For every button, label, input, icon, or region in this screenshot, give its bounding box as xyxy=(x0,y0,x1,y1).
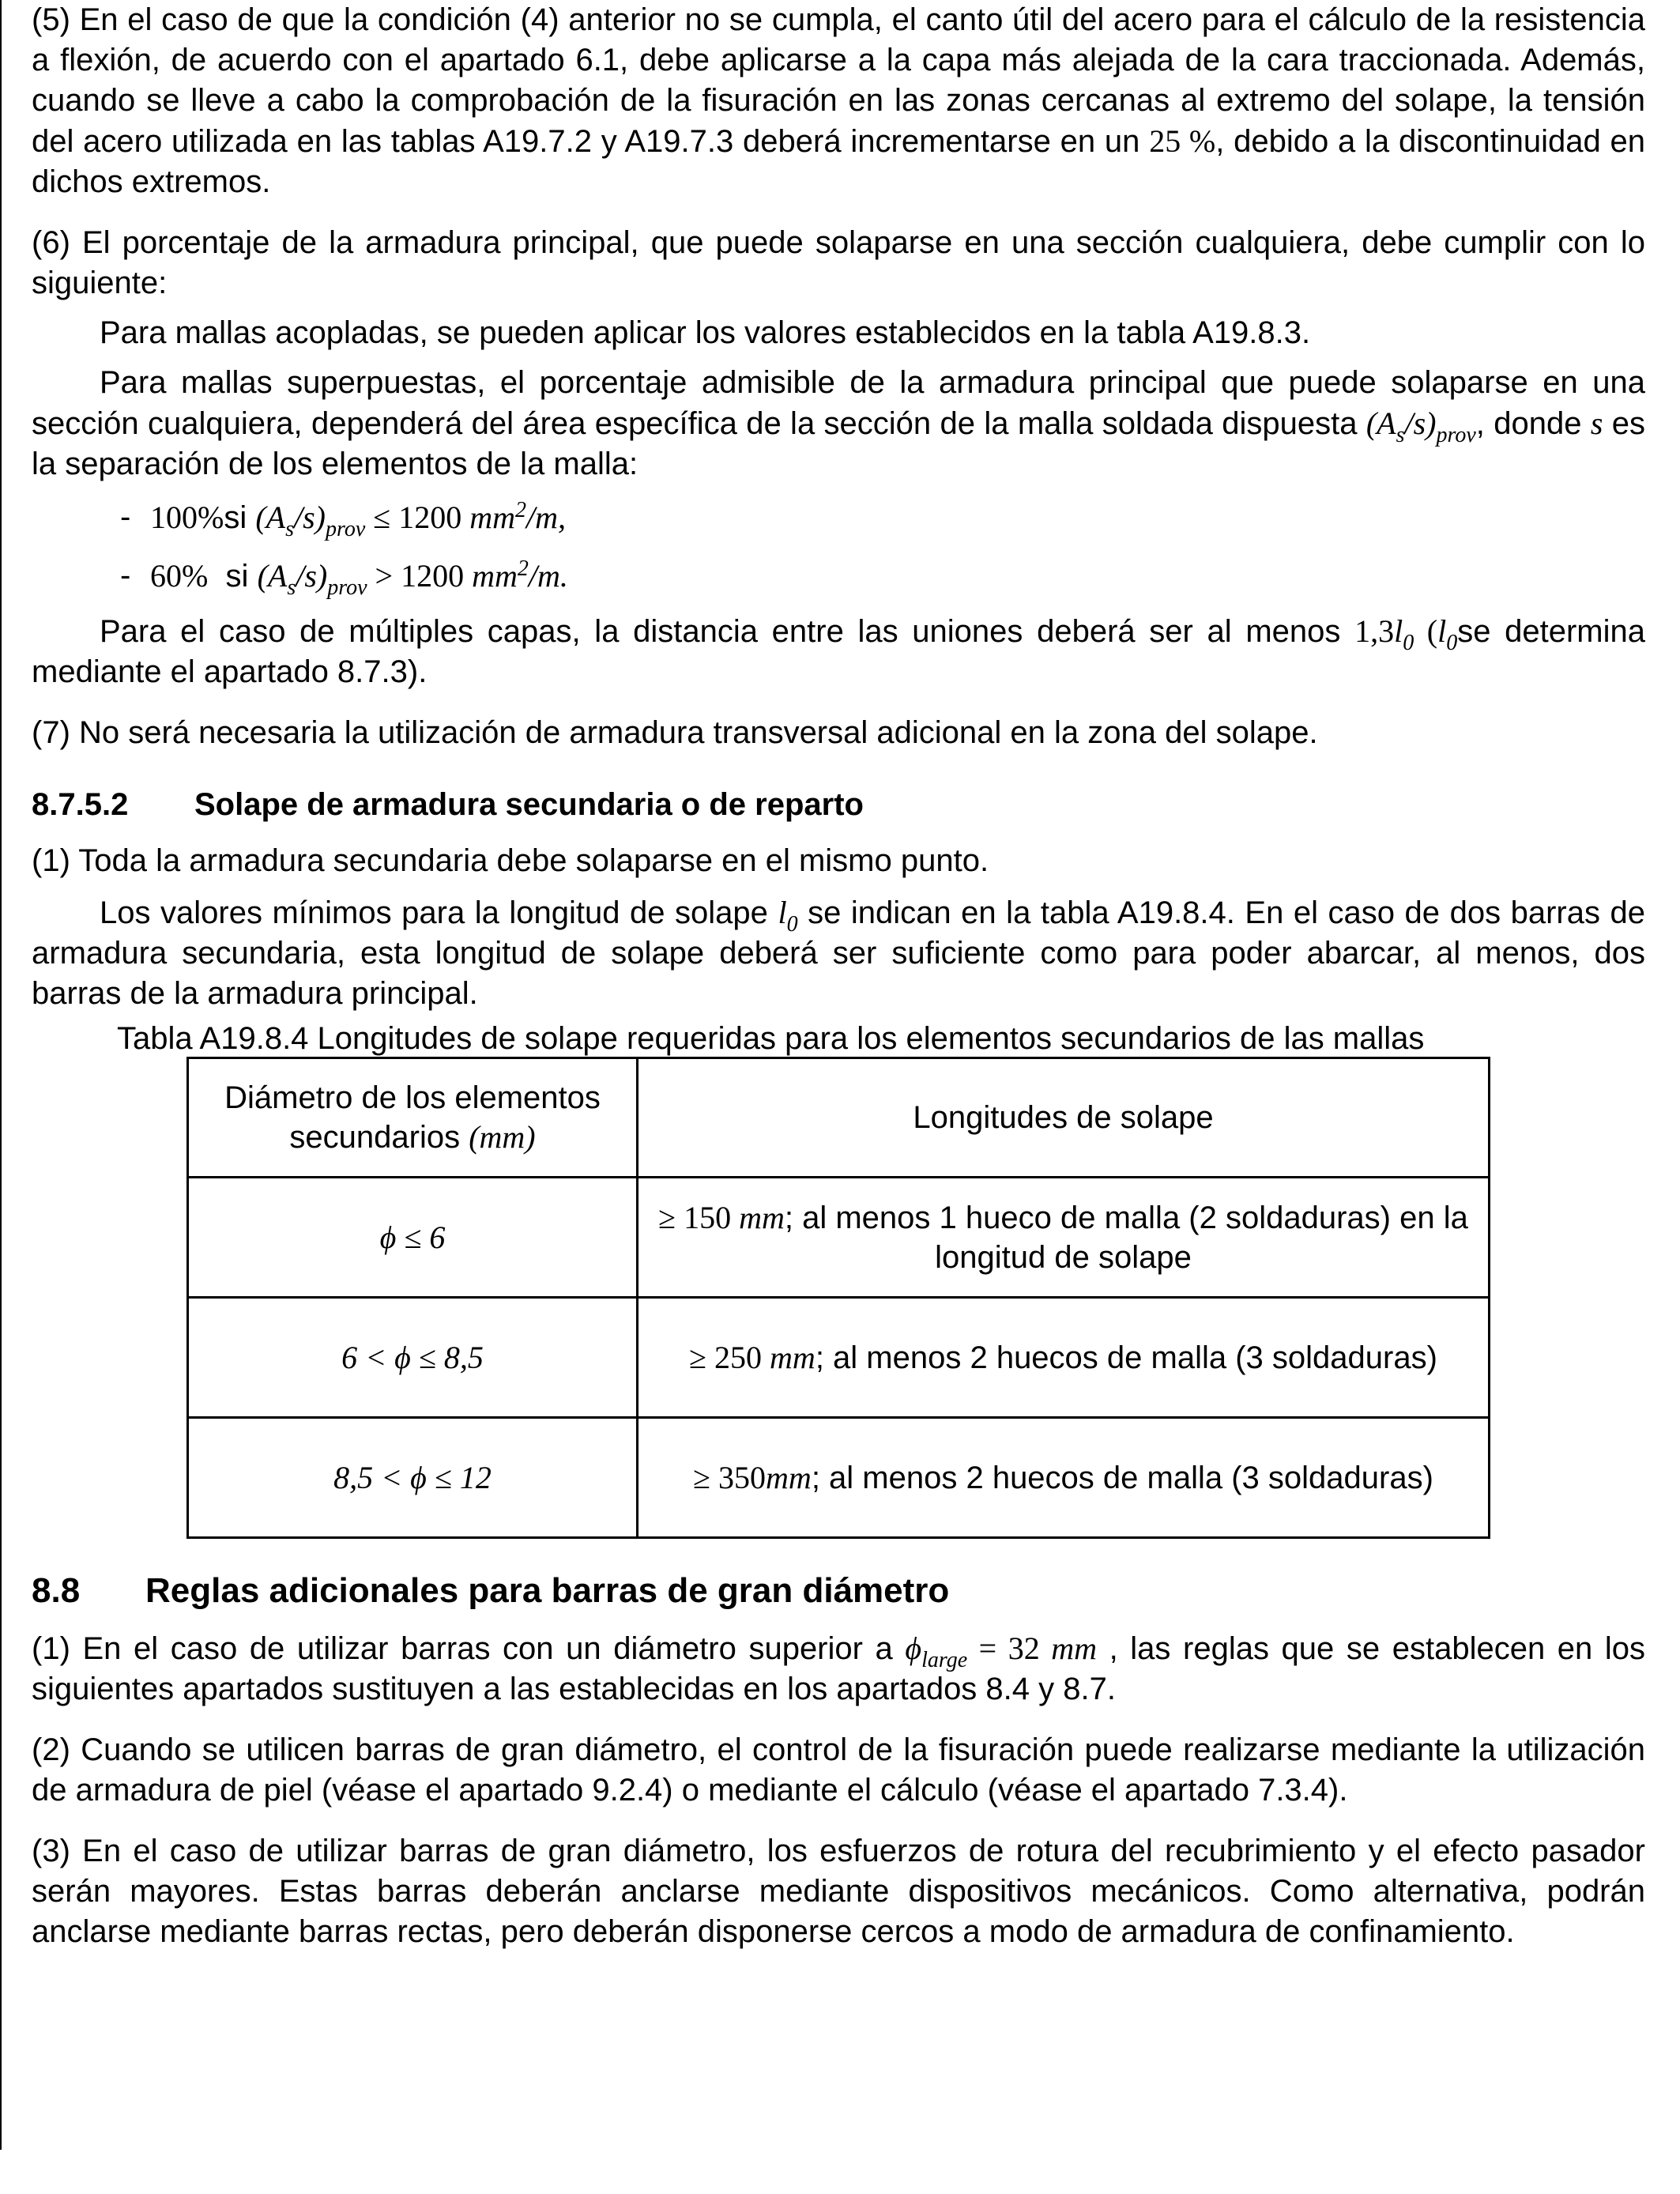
length-text: ; al menos 2 huecos de malla (3 soldaduras) xyxy=(811,1460,1433,1495)
length-value: ≥ 150 xyxy=(658,1199,740,1235)
bullet-formula: $(A_s/s)_{prov}$ xyxy=(257,558,367,600)
bullet-end: /m. xyxy=(528,558,568,594)
table-header-length: Longitudes de solape xyxy=(638,1058,1490,1178)
header-col1-text: Diámetro de los elementos secundarios xyxy=(224,1080,601,1155)
table-cell-diameter: 8,5 < ϕ ≤ 12 xyxy=(188,1418,638,1538)
paragraph-7: (7) No será necesaria la utilización de armadura transversal adicional en la zona del solape. xyxy=(32,715,1318,750)
bullet-60: - 60% si $(A_s/s)_{prov} > 1200$ $mm^2/m$. xyxy=(32,556,1645,597)
paragraph-8752-2: Los valores mínimos para la longitud de solape $l_0$ se indican en la tabla A19.8.4. En el caso de dos barras de armadura secundaria, esta longitud de solape deberá ser suficiente como para poder abarcar, al menos, dos barras de la armadura principal. xyxy=(32,895,1645,1011)
formula-a: (A xyxy=(1365,405,1396,441)
multiples-paren: ( xyxy=(1414,613,1438,649)
paragraph-5-text: (5) En el caso de que la condición (4) anterior no se cumpla, el canto útil del acero para el cálculo de la resistencia a flexión, de acuerdo con el apartado 6.1, debe aplicarse a la capa más alejada de la cara traccionada. Además, cuando se lleve a cabo la comprobación de la fisuración en las zonas cercanas al extremo del solape, la tensión del acero utilizada en las tablas A19.7.2 y A19.7.3 deberá incrementarse en un xyxy=(32,2,1645,159)
bullet-unit: mm xyxy=(472,558,518,594)
length-value: ≥ 250 xyxy=(689,1339,770,1375)
paragraph-6-multiples: Para el caso de múltiples capas, la distancia entre las uniones deberá ser al menos $1,3l_0$ ($l_0se$ determina mediante el apartado 8.7.3). xyxy=(32,613,1646,689)
multiples-value: 1,3 xyxy=(1354,613,1395,649)
bullet-dash: - xyxy=(120,499,131,534)
bullet-percent: 60% xyxy=(150,558,209,594)
phi-value: = 32 xyxy=(967,1630,1052,1666)
paragraph-88-3: (3) En el caso de utilizar barras de gran diámetro, los esfuerzos de rotura del recubrimiento y el efecto pasador serán mayores. Estas barras deberán anclarse mediante dispositivos mecánicos. Como alternativa, podrán anclarse mediante barras rectas, pero deberán disponerse cercos a modo de armadura de confinamiento. xyxy=(32,1834,1645,1949)
document-page xyxy=(32,0,1645,1952)
table-caption: Tabla A19.8.4 Longitudes de solape requeridas para los elementos secundarios de las mallas xyxy=(117,1021,1425,1056)
phi-symbol: ϕ xyxy=(905,1630,922,1666)
section-heading-88 xyxy=(32,1570,1645,1611)
table-header-row xyxy=(188,1058,1490,1178)
paragraph-6-intro: (6) El porcentaje de la armadura principal, que puede solaparse en una sección cualquiera, debe cumplir con lo siguiente: xyxy=(32,225,1645,300)
section-title: Solape de armadura secundaria o de reparto xyxy=(194,787,864,822)
superpuestas-donde: , donde xyxy=(1475,406,1591,441)
p2-text-end: se indican en la tabla A19.8.4. En el caso de dos barras de armadura secundaria, esta longitud de solape deberá ser suficiente como para poder abarcar, al menos, dos barras de la armadura principal. xyxy=(32,895,1645,1011)
bullet-condition: > 1200 xyxy=(375,558,473,594)
lap-length-table xyxy=(186,1057,1490,1539)
section-title: Reglas adicionales para barras de gran diámetro xyxy=(145,1571,950,1610)
paragraph-88-2: (2) Cuando se utilicen barras de gran diámetro, el control de la fisuración puede realizarse mediante la utilización de armadura de piel (véase el apartado 9.2.4) o mediante el cálculo (véase el apartado 7.3.4). xyxy=(32,1732,1645,1808)
length-unit: mm xyxy=(739,1199,785,1235)
paragraph-5-text-end: , debido a la discontinuidad en dichos extremos. xyxy=(32,124,1645,199)
bullet-si: si xyxy=(208,559,258,594)
paragraph-5-percent: 25 % xyxy=(1149,123,1216,159)
table-cell-length xyxy=(638,1178,1490,1298)
table-cell-diameter: 6 < ϕ ≤ 8,5 xyxy=(188,1298,638,1418)
phi-unit: mm xyxy=(1051,1630,1097,1666)
paragraph-88-1 xyxy=(32,1628,1645,1710)
length-text: ; al menos 1 hueco de malla (2 soldaduras) en la longitud de solape xyxy=(784,1200,1468,1275)
length-text: ; al menos 2 huecos de malla (3 soldaduras) xyxy=(815,1340,1437,1375)
length-unit: mm xyxy=(766,1459,812,1495)
table-row xyxy=(188,1298,1490,1418)
section-number: 8.7.5.2 xyxy=(32,787,129,822)
multiples-end: se determina mediante el apartado 8.7.3). xyxy=(32,614,1646,689)
table-cell-length xyxy=(638,1418,1490,1538)
bullet-100: - 100%si $(A_s/s)_{prov} \le 1200$ $mm^2/m$, xyxy=(32,497,1645,538)
bullet-formula: $(A_s/s)_{prov}$ xyxy=(255,499,366,541)
section-heading-8752 xyxy=(32,785,1645,825)
table-row xyxy=(188,1178,1490,1298)
p1-text: (1) En el caso de utilizar barras con un diámetro superior a xyxy=(32,1631,906,1666)
as-s-prov-formula: $(A_s/s)_{prov}$ xyxy=(1365,405,1476,447)
header-col1-unit: (mm) xyxy=(469,1119,536,1155)
superpuestas-text: Para mallas superpuestas, el porcentaje admisible de la armadura principal que puede solaparse en una sección cualquiera, dependerá del área específica de la sección de la malla soldada dispuesta xyxy=(32,365,1645,441)
paragraph-8752-1: (1) Toda la armadura secundaria debe solaparse en el mismo punto. xyxy=(32,843,989,878)
table-cell-length xyxy=(638,1298,1490,1418)
section-number: 8.8 xyxy=(32,1571,81,1610)
length-value: ≥ 350 xyxy=(693,1459,767,1495)
phi-subscript: large xyxy=(921,1648,968,1672)
bullet-condition: ≤ 1200 xyxy=(373,499,470,535)
multiples-text: Para el caso de múltiples capas, la distancia entre las uniones deberá ser al menos xyxy=(100,614,1355,649)
bullet-unit: mm xyxy=(469,499,516,535)
length-unit: mm xyxy=(770,1339,816,1375)
bullet-end: /m, xyxy=(526,499,567,535)
table-row xyxy=(188,1418,1490,1538)
superpuestas-end: es la separación de los elementos de la malla: xyxy=(32,406,1645,481)
paragraph-5 xyxy=(32,0,1645,202)
p1-text-end: , las reglas que se establecen en los siguientes apartados sustituyen a las establecidas en los apartados 8.4 y 8.7. xyxy=(32,1631,1646,1706)
paragraph-6-superpuestas xyxy=(32,363,1645,484)
page-left-border xyxy=(0,0,2,2150)
bullet-si: si xyxy=(224,500,256,535)
superpuestas-s: s xyxy=(1590,405,1603,441)
bullet-dash: - xyxy=(120,558,131,593)
paragraph-6-acopladas: Para mallas acopladas, se pueden aplicar los valores establecidos en la tabla A19.8.3. xyxy=(100,315,1311,350)
p2-text: Los valores mínimos para la longitud de solape xyxy=(100,895,778,930)
bullet-percent: 100% xyxy=(150,499,224,535)
table-header-diameter xyxy=(188,1058,638,1178)
table-cell-diameter: ϕ ≤ 6 xyxy=(188,1178,638,1298)
